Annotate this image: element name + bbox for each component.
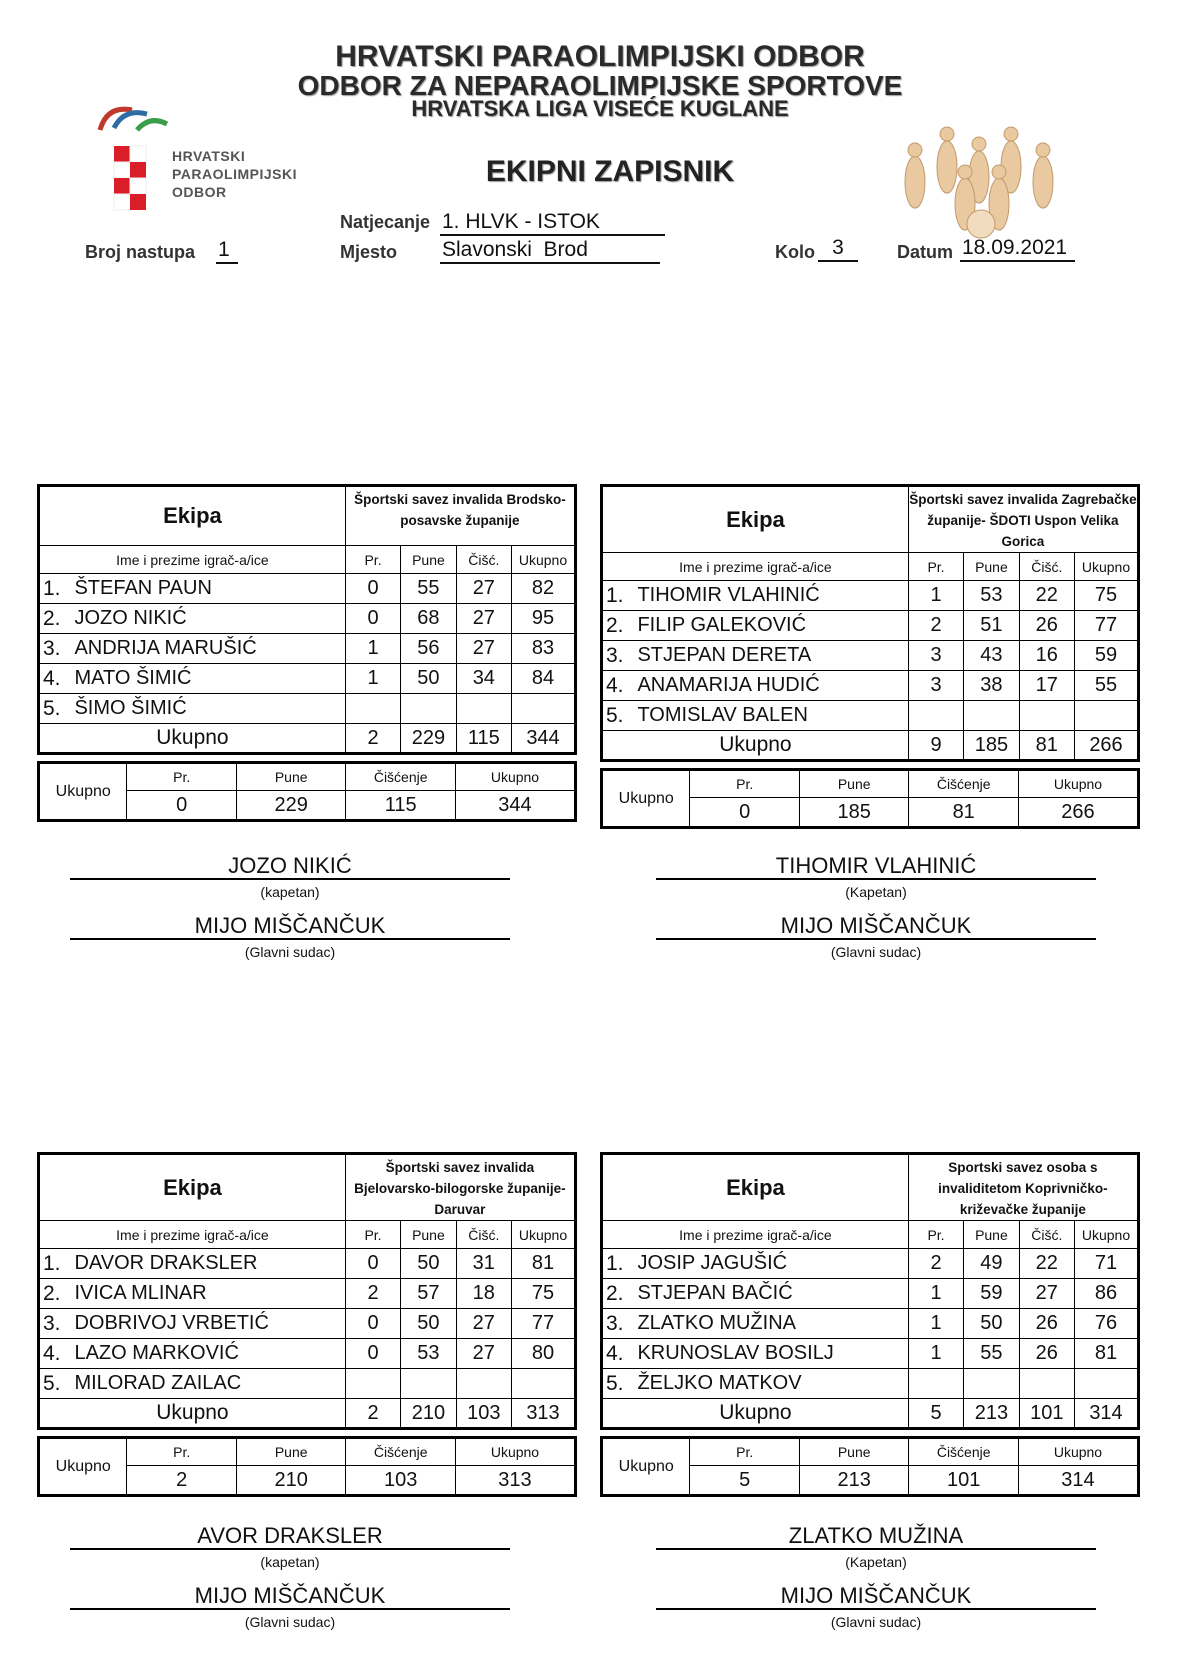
team-name: Športski savez invalida Bjelovarsko-bilogorske županije- Daruvar xyxy=(345,1154,575,1221)
player-pr: 1 xyxy=(345,664,400,694)
skittles-icon xyxy=(895,112,1075,242)
player-number: 5. xyxy=(602,1369,634,1399)
summary-pr: 0 xyxy=(127,791,237,821)
player-pune: 43 xyxy=(964,641,1019,671)
table-row xyxy=(39,694,576,724)
player-pr: 1 xyxy=(908,1279,963,1309)
player-number: 4. xyxy=(39,1339,71,1369)
summary-ukupno-header: Ukupno xyxy=(1018,770,1138,798)
player-number: 5. xyxy=(39,1369,71,1399)
total-row xyxy=(602,1399,1139,1429)
total-label: Ukupno xyxy=(39,1399,346,1429)
table-row xyxy=(39,604,576,634)
captain-signature xyxy=(656,852,1096,904)
player-pr: 0 xyxy=(345,1249,400,1279)
player-column-header: Ime i prezime igrač-a/ice xyxy=(602,553,909,581)
summary-pune: 229 xyxy=(236,791,346,821)
summary-table xyxy=(37,761,577,822)
summary-pr-header: Pr. xyxy=(127,763,237,791)
player-name: MILORAD ZAILAC xyxy=(70,1369,345,1399)
player-number: 5. xyxy=(39,694,71,724)
judge-role: (Glavni sudac) xyxy=(830,1614,922,1630)
player-cisc: 27 xyxy=(456,1309,511,1339)
summary-pune: 210 xyxy=(236,1466,346,1496)
total-cisc: 81 xyxy=(1019,731,1074,761)
player-ukupno: 81 xyxy=(512,1249,576,1279)
natjecanje-label: Natjecanje xyxy=(340,212,431,232)
player-pune: 53 xyxy=(964,581,1019,611)
table-row xyxy=(39,634,576,664)
paralympic-logo xyxy=(92,100,332,230)
summary-pune: 185 xyxy=(799,798,909,828)
table-row xyxy=(39,664,576,694)
player-name: STJEPAN BAČIĆ xyxy=(633,1279,908,1309)
judge-signature xyxy=(656,912,1096,964)
player-ukupno: 95 xyxy=(512,604,576,634)
player-ukupno: 75 xyxy=(512,1279,576,1309)
ukupno-column-header: Ukupno xyxy=(512,546,576,574)
player-pune: 55 xyxy=(964,1339,1019,1369)
player-pr: 3 xyxy=(908,641,963,671)
team-header-row xyxy=(602,1154,1139,1221)
summary-ukupno-header: Ukupno xyxy=(1018,1438,1138,1466)
summary-label: Ukupno xyxy=(602,770,690,828)
roster-table xyxy=(37,1152,577,1430)
player-cisc: 27 xyxy=(1019,1279,1074,1309)
summary-ciscenje-header: Čišćenje xyxy=(346,1438,456,1466)
roster-table xyxy=(37,484,577,755)
player-number: 1. xyxy=(602,1249,634,1279)
total-label: Ukupno xyxy=(602,1399,909,1429)
player-name: ŠIMO ŠIMIĆ xyxy=(70,694,345,724)
summary-ciscenje: 115 xyxy=(346,791,456,821)
player-pr: 1 xyxy=(908,1309,963,1339)
total-pr: 5 xyxy=(908,1399,963,1429)
captain-signature xyxy=(656,1522,1096,1574)
player-cisc xyxy=(1019,701,1074,731)
summary-pune-header: Pune xyxy=(799,1438,909,1466)
document-title: EKIPNI ZAPISNIK xyxy=(485,155,735,188)
captain-role: (Kapetan) xyxy=(845,1554,907,1570)
player-pune: 50 xyxy=(401,664,456,694)
total-row xyxy=(39,1399,576,1429)
team-name: Športski savez invalida Zagrebačke županije- ŠDOTI Uspon Velika Gorica xyxy=(908,486,1138,553)
ekipa-label: Ekipa xyxy=(602,1154,909,1221)
summary-label: Ukupno xyxy=(39,1438,127,1496)
player-name: ŠTEFAN PAUN xyxy=(70,574,345,604)
table-row xyxy=(602,1339,1139,1369)
player-pune: 56 xyxy=(401,634,456,664)
summary-ciscenje: 101 xyxy=(909,1466,1019,1496)
roster-table xyxy=(600,484,1140,762)
player-pune xyxy=(401,1369,456,1399)
captain-name: JOZO NIKIĆ xyxy=(70,852,510,880)
player-pune: 38 xyxy=(964,671,1019,701)
judge-name: MIJO MIŠČANČUK xyxy=(656,1582,1096,1610)
player-cisc: 27 xyxy=(456,1339,511,1369)
total-row xyxy=(39,724,576,754)
table-row xyxy=(39,1309,576,1339)
table-row xyxy=(39,1279,576,1309)
judge-role: (Glavni sudac) xyxy=(244,944,336,960)
player-cisc xyxy=(456,694,511,724)
cisc-column-header: Čišć. xyxy=(1019,1221,1074,1249)
player-number: 1. xyxy=(39,1249,71,1279)
player-number: 2. xyxy=(602,1279,634,1309)
summary-ukupno: 314 xyxy=(1018,1466,1138,1496)
player-cisc: 26 xyxy=(1019,1339,1074,1369)
committee-title: ODBOR ZA NEPARAOLIMPIJSKE SPORTOVE xyxy=(297,70,903,101)
player-column-header: Ime i prezime igrač-a/ice xyxy=(39,546,346,574)
summary-pune-header: Pune xyxy=(799,770,909,798)
player-name: DOBRIVOJ VRBETIĆ xyxy=(70,1309,345,1339)
table-row xyxy=(602,1279,1139,1309)
summary-table xyxy=(600,768,1140,829)
player-pune: 51 xyxy=(964,611,1019,641)
player-pr: 0 xyxy=(345,574,400,604)
table-row xyxy=(39,1249,576,1279)
total-row xyxy=(602,731,1139,761)
player-number: 2. xyxy=(602,611,634,641)
pr-column-header: Pr. xyxy=(908,1221,963,1249)
player-cisc: 26 xyxy=(1019,1309,1074,1339)
pr-column-header: Pr. xyxy=(345,546,400,574)
player-pr xyxy=(345,694,400,724)
table-row xyxy=(39,1339,576,1369)
player-ukupno: 86 xyxy=(1075,1279,1139,1309)
total-pr: 2 xyxy=(345,724,400,754)
player-number: 5. xyxy=(602,701,634,731)
summary-pr: 2 xyxy=(127,1466,237,1496)
datum-value: 18.09.2021 xyxy=(960,236,1075,262)
player-ukupno xyxy=(1075,701,1139,731)
player-pr: 3 xyxy=(908,671,963,701)
player-pune: 50 xyxy=(401,1249,456,1279)
player-pune: 59 xyxy=(964,1279,1019,1309)
player-number: 4. xyxy=(39,664,71,694)
mjesto-value: Slavonski Brod xyxy=(440,238,660,264)
column-header-row xyxy=(39,546,576,574)
player-ukupno: 71 xyxy=(1075,1249,1139,1279)
player-number: 2. xyxy=(39,604,71,634)
team-name: Sportski savez osoba s invaliditetom Koprivničko-križevačke županije xyxy=(908,1154,1138,1221)
player-name: JOSIP JAGUŠIĆ xyxy=(633,1249,908,1279)
summary-ukupno: 344 xyxy=(455,791,575,821)
broj-nastupa-value: 1 xyxy=(216,238,238,264)
mjesto-label: Mjesto xyxy=(340,242,398,262)
player-cisc xyxy=(1019,1369,1074,1399)
judge-signature xyxy=(70,912,510,964)
player-number: 4. xyxy=(602,1339,634,1369)
total-pr: 2 xyxy=(345,1399,400,1429)
table-row xyxy=(602,581,1139,611)
pune-column-header: Pune xyxy=(401,1221,456,1249)
team-header-row xyxy=(39,486,576,546)
summary-table xyxy=(600,1436,1140,1497)
table-row xyxy=(602,1309,1139,1339)
table-row xyxy=(39,1369,576,1399)
table-row xyxy=(602,611,1139,641)
summary-ukupno-header: Ukupno xyxy=(455,763,575,791)
team-sheet xyxy=(600,1152,1140,1497)
captain-name: TIHOMIR VLAHINIĆ xyxy=(656,852,1096,880)
summary-label: Ukupno xyxy=(39,763,127,821)
judge-signature xyxy=(656,1582,1096,1634)
captain-role: (Kapetan) xyxy=(845,884,907,900)
player-ukupno: 76 xyxy=(1075,1309,1139,1339)
summary-ukupno: 313 xyxy=(455,1466,575,1496)
column-header-row xyxy=(602,553,1139,581)
kolo-label: Kolo xyxy=(775,242,815,262)
player-pr: 0 xyxy=(345,1339,400,1369)
judge-name: MIJO MIŠČANČUK xyxy=(70,1582,510,1610)
team-sheet xyxy=(37,1152,577,1497)
summary-ukupno: 266 xyxy=(1018,798,1138,828)
cisc-column-header: Čišć. xyxy=(456,546,511,574)
player-name: STJEPAN DERETA xyxy=(633,641,908,671)
player-name: TOMISLAV BALEN xyxy=(633,701,908,731)
total-pune: 210 xyxy=(401,1399,456,1429)
ekipa-label: Ekipa xyxy=(39,486,346,546)
total-ukupno: 313 xyxy=(512,1399,576,1429)
player-ukupno: 77 xyxy=(1075,611,1139,641)
total-ukupno: 314 xyxy=(1075,1399,1139,1429)
player-ukupno xyxy=(1075,1369,1139,1399)
player-pr: 1 xyxy=(345,634,400,664)
player-pr xyxy=(908,1369,963,1399)
player-number: 1. xyxy=(39,574,71,604)
table-row xyxy=(602,1249,1139,1279)
player-ukupno: 84 xyxy=(512,664,576,694)
player-ukupno: 75 xyxy=(1075,581,1139,611)
player-pune: 55 xyxy=(401,574,456,604)
player-pr: 0 xyxy=(345,1309,400,1339)
player-name: MATO ŠIMIĆ xyxy=(70,664,345,694)
ukupno-column-header: Ukupno xyxy=(1075,1221,1139,1249)
player-ukupno: 83 xyxy=(512,634,576,664)
player-name: DAVOR DRAKSLER xyxy=(70,1249,345,1279)
ukupno-column-header: Ukupno xyxy=(1075,553,1139,581)
player-pr: 2 xyxy=(908,611,963,641)
player-pune xyxy=(964,1369,1019,1399)
captain-signature xyxy=(70,852,510,904)
player-cisc: 31 xyxy=(456,1249,511,1279)
player-number: 2. xyxy=(39,1279,71,1309)
player-pr: 1 xyxy=(908,1339,963,1369)
total-ukupno: 344 xyxy=(512,724,576,754)
player-name: ZLATKO MUŽINA xyxy=(633,1309,908,1339)
summary-ciscenje: 81 xyxy=(909,798,1019,828)
pr-column-header: Pr. xyxy=(345,1221,400,1249)
summary-label: Ukupno xyxy=(602,1438,690,1496)
player-number: 1. xyxy=(602,581,634,611)
player-column-header: Ime i prezime igrač-a/ice xyxy=(602,1221,909,1249)
natjecanje-value: 1. HLVK - ISTOK xyxy=(440,210,665,236)
paralympic-agitos-icon xyxy=(92,100,172,230)
player-cisc: 22 xyxy=(1019,581,1074,611)
summary-pr: 5 xyxy=(690,1466,800,1496)
player-number: 3. xyxy=(602,641,634,671)
player-cisc: 17 xyxy=(1019,671,1074,701)
logo-word: ODBOR xyxy=(172,184,227,200)
column-header-row xyxy=(39,1221,576,1249)
total-label: Ukupno xyxy=(39,724,346,754)
total-cisc: 103 xyxy=(456,1399,511,1429)
ukupno-column-header: Ukupno xyxy=(512,1221,576,1249)
summary-pr-header: Pr. xyxy=(690,1438,800,1466)
summary-ciscenje-header: Čišćenje xyxy=(346,763,456,791)
summary-ciscenje: 103 xyxy=(346,1466,456,1496)
player-pr: 0 xyxy=(345,604,400,634)
player-pune: 68 xyxy=(401,604,456,634)
table-row xyxy=(602,641,1139,671)
pune-column-header: Pune xyxy=(964,1221,1019,1249)
summary-pr: 0 xyxy=(690,798,800,828)
player-ukupno xyxy=(512,694,576,724)
player-name: ŽELJKO MATKOV xyxy=(633,1369,908,1399)
datum-label: Datum xyxy=(897,242,954,262)
player-name: FILIP GALEKOVIĆ xyxy=(633,611,908,641)
judge-name: MIJO MIŠČANČUK xyxy=(70,912,510,940)
summary-pune-header: Pune xyxy=(236,763,346,791)
player-cisc: 27 xyxy=(456,574,511,604)
summary-ukupno-header: Ukupno xyxy=(455,1438,575,1466)
player-pune: 57 xyxy=(401,1279,456,1309)
kolo-value: 3 xyxy=(818,236,858,262)
total-cisc: 101 xyxy=(1019,1399,1074,1429)
player-cisc: 22 xyxy=(1019,1249,1074,1279)
table-row xyxy=(602,701,1139,731)
total-pr: 9 xyxy=(908,731,963,761)
judge-role: (Glavni sudac) xyxy=(830,944,922,960)
player-cisc: 26 xyxy=(1019,611,1074,641)
player-pr: 2 xyxy=(908,1249,963,1279)
summary-pr-header: Pr. xyxy=(690,770,800,798)
player-cisc xyxy=(456,1369,511,1399)
total-ukupno: 266 xyxy=(1075,731,1139,761)
player-ukupno: 77 xyxy=(512,1309,576,1339)
judge-signature xyxy=(70,1582,510,1634)
captain-name: ZLATKO MUŽINA xyxy=(656,1522,1096,1550)
player-number: 3. xyxy=(39,634,71,664)
player-pune: 53 xyxy=(401,1339,456,1369)
player-name: LAZO MARKOVIĆ xyxy=(70,1339,345,1369)
player-name: IVICA MLINAR xyxy=(70,1279,345,1309)
summary-ciscenje-header: Čišćenje xyxy=(909,770,1019,798)
player-pr xyxy=(908,701,963,731)
table-row xyxy=(39,574,576,604)
player-name: JOZO NIKIĆ xyxy=(70,604,345,634)
logo-word: PARAOLIMPIJSKI xyxy=(172,166,297,182)
judge-role: (Glavni sudac) xyxy=(244,1614,336,1630)
player-ukupno: 55 xyxy=(1075,671,1139,701)
column-header-row xyxy=(602,1221,1139,1249)
league-title: HRVATSKA LIGA VISEĆE KUGLANE xyxy=(411,96,789,121)
pr-column-header: Pr. xyxy=(908,553,963,581)
total-pune: 229 xyxy=(401,724,456,754)
player-ukupno: 81 xyxy=(1075,1339,1139,1369)
total-pune: 213 xyxy=(964,1399,1019,1429)
total-label: Ukupno xyxy=(602,731,909,761)
player-pune: 50 xyxy=(401,1309,456,1339)
captain-name: AVOR DRAKSLER xyxy=(70,1522,510,1550)
cisc-column-header: Čišć. xyxy=(456,1221,511,1249)
summary-ciscenje-header: Čišćenje xyxy=(909,1438,1019,1466)
player-pr xyxy=(345,1369,400,1399)
ekipa-label: Ekipa xyxy=(39,1154,346,1221)
summary-pr-header: Pr. xyxy=(127,1438,237,1466)
team-sheet xyxy=(37,484,577,822)
player-pune: 50 xyxy=(964,1309,1019,1339)
captain-signature xyxy=(70,1522,510,1574)
summary-pune-header: Pune xyxy=(236,1438,346,1466)
player-pune xyxy=(401,694,456,724)
ekipa-label: Ekipa xyxy=(602,486,909,553)
pune-column-header: Pune xyxy=(401,546,456,574)
player-ukupno: 82 xyxy=(512,574,576,604)
player-cisc: 18 xyxy=(456,1279,511,1309)
player-pr: 2 xyxy=(345,1279,400,1309)
player-column-header: Ime i prezime igrač-a/ice xyxy=(39,1221,346,1249)
player-number: 3. xyxy=(602,1309,634,1339)
team-header-row xyxy=(39,1154,576,1221)
table-row xyxy=(602,671,1139,701)
team-sheet xyxy=(600,484,1140,829)
captain-role: (kapetan) xyxy=(260,884,320,900)
captain-role: (kapetan) xyxy=(260,1554,320,1570)
player-name: TIHOMIR VLAHINIĆ xyxy=(633,581,908,611)
pune-column-header: Pune xyxy=(964,553,1019,581)
broj-nastupa-label: Broj nastupa xyxy=(85,242,196,262)
summary-table xyxy=(37,1436,577,1497)
player-name: KRUNOSLAV BOSILJ xyxy=(633,1339,908,1369)
total-cisc: 115 xyxy=(456,724,511,754)
player-cisc: 27 xyxy=(456,604,511,634)
logo-word: HRVATSKI xyxy=(172,148,246,164)
federation-title: HRVATSKI PARAOLIMPIJSKI ODBOR xyxy=(335,40,865,73)
player-number: 3. xyxy=(39,1309,71,1339)
player-pune: 49 xyxy=(964,1249,1019,1279)
player-name: ANDRIJA MARUŠIĆ xyxy=(70,634,345,664)
cisc-column-header: Čišć. xyxy=(1019,553,1074,581)
player-name: ANAMARIJA HUDIĆ xyxy=(633,671,908,701)
player-ukupno: 59 xyxy=(1075,641,1139,671)
roster-table xyxy=(600,1152,1140,1430)
team-name: Športski savez invalida Brodsko-posavske županije xyxy=(345,486,575,546)
summary-pune: 213 xyxy=(799,1466,909,1496)
judge-name: MIJO MIŠČANČUK xyxy=(656,912,1096,940)
player-number: 4. xyxy=(602,671,634,701)
table-row xyxy=(602,1369,1139,1399)
team-header-row xyxy=(602,486,1139,553)
player-cisc: 34 xyxy=(456,664,511,694)
player-pune xyxy=(964,701,1019,731)
player-ukupno xyxy=(512,1369,576,1399)
total-pune: 185 xyxy=(964,731,1019,761)
player-cisc: 16 xyxy=(1019,641,1074,671)
player-ukupno: 80 xyxy=(512,1339,576,1369)
player-cisc: 27 xyxy=(456,634,511,664)
player-pr: 1 xyxy=(908,581,963,611)
